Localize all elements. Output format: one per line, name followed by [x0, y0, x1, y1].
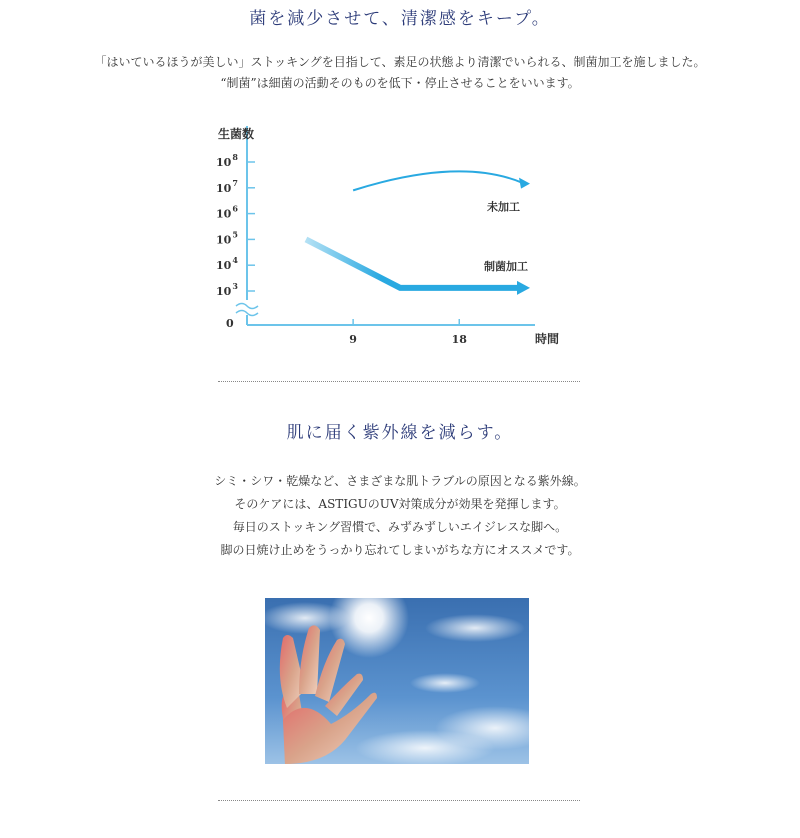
chart-series: [306, 171, 530, 295]
section2-heading: 肌に届く紫外線を減らす。: [286, 423, 514, 443]
series-arrow-treated: [517, 281, 530, 295]
section2-line: 毎日のストッキング習慣で、みずみずしいエイジレスな脚へ。: [232, 520, 568, 534]
y-axis-label: 生菌数: [218, 127, 255, 141]
series-label-untreated: 未加工: [487, 200, 520, 214]
hand-sun-photo: [265, 598, 529, 764]
chart-x-ticks: [349, 319, 467, 346]
y-tick-label: $10^8$: [216, 152, 238, 169]
section2-line: 脚の日焼け止めをうっかり忘れてしまいがちな方にオススメです。: [220, 543, 580, 557]
divider: [218, 381, 580, 382]
divider: [218, 800, 580, 801]
chart-y-ticks: [216, 152, 255, 330]
bacteria-chart: [180, 118, 580, 353]
section1-text: [0, 52, 800, 94]
y-tick-label: $10^6$: [216, 203, 238, 221]
section2-line: シミ・シワ・乾燥など、さまざまな肌トラブルの原因となる紫外線。: [214, 474, 586, 488]
chart-labels: [218, 126, 559, 346]
series-label-treated: 制菌加工: [484, 259, 528, 273]
y-tick-label: 0: [226, 317, 234, 330]
chart-axes: [236, 126, 535, 325]
series-arrow-untreated: [519, 178, 530, 189]
y-tick-label: $10^4$: [216, 255, 238, 273]
x-axis-label: 時間: [535, 332, 560, 346]
y-tick-label: $10^5$: [216, 229, 238, 247]
section1-line: 「はいているほうが美しい」ストッキングを目指して、素足の状態より清潔でいられる、制菌加工を施しました。: [94, 55, 706, 69]
y-tick-label: $10^7$: [216, 177, 238, 195]
section2-line: そのケアには、ASTIGUのUV対策成分が効果を発揮します。: [234, 497, 566, 511]
y-tick-label: $10^3$: [216, 281, 238, 298]
section2-text: [0, 470, 800, 562]
series-line-untreated: [353, 171, 522, 190]
x-tick-label: 9: [349, 333, 357, 346]
section1-heading: 菌を減少させて、清潔感をキープ。: [249, 9, 551, 29]
x-tick-label: 18: [451, 333, 467, 346]
axis-break-mark: [236, 304, 258, 316]
section1-line: “制菌”は細菌の活動そのものを低下・停止させることをいいます。: [220, 76, 580, 90]
